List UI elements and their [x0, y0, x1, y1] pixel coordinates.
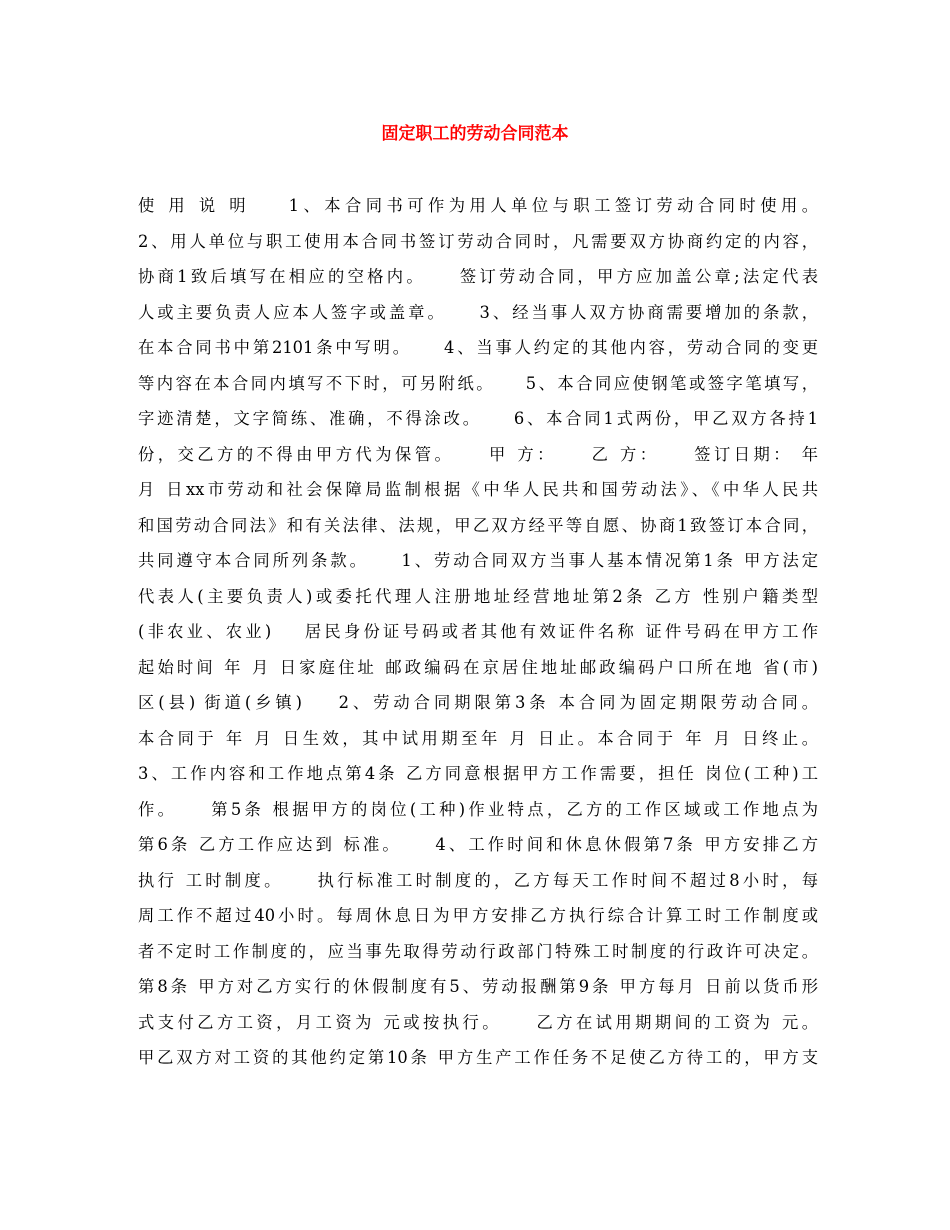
document-line: 第6条 乙方工作应达到 标准。 4、工作时间和休息休假第7条 甲方安排乙方	[138, 835, 818, 854]
document-line: 执行 工时制度。 执行标准工时制度的，乙方每天工作时间不超过8小时，每	[138, 870, 818, 890]
document-line: 等内容在本合同内填写不下时，可另附纸。 5、本合同应使钢笔或签字笔填写，	[138, 373, 818, 393]
document-line: 字迹清楚，文字简练、准确，不得涂改。 6、本合同1式两份，甲乙双方各持1	[138, 409, 818, 428]
document-line: 和国劳动合同法》和有关法律、法规，甲乙双方经平等自愿、协商1致签订本合同，	[138, 515, 818, 535]
document-line: 代表人(主要负责人)或委托代理人注册地址经营地址第2条 乙方 性别户籍类型	[138, 586, 818, 606]
document-line: 协商1致后填写在相应的空格内。 签订劳动合同，甲方应加盖公章;法定代表	[138, 267, 818, 286]
document-line: 使 用 说 明 1、本合同书可作为用人单位与职工签订劳动合同时使用。	[138, 196, 818, 215]
document-line: 月 日xx市劳动和社会保障局监制根据《中华人民共和国劳动法》、《中华人民共	[138, 480, 818, 499]
document-line: 本合同于 年 月 日生效，其中试用期至年 月 日止。本合同于 年 月 日终止。	[138, 728, 818, 748]
document-line: 作。 第5条 根据甲方的岗位(工种)作业特点，乙方的工作区域或工作地点为	[138, 799, 818, 819]
document-line: 人或主要负责人应本人签字或盖章。 3、经当事人双方协商需要增加的条款，	[138, 302, 818, 322]
document-line: 份，交乙方的不得由甲方代为保管。 甲 方： 乙 方： 签订日期： 年	[138, 444, 818, 464]
document-title: 固定职工的劳动合同范本	[381, 124, 569, 144]
document-line: 在本合同书中第2101条中写明。 4、当事人约定的其他内容，劳动合同的变更	[138, 338, 818, 357]
document-line: 者不定时工作制度的，应当事先取得劳动行政部门特殊工时制度的行政许可决定。	[138, 941, 818, 961]
document-body	[138, 188, 818, 1076]
document-line: 起始时间 年 月 日家庭住址 邮政编码在京居住地址邮政编码户口所在地 省(市)	[138, 657, 818, 677]
document-line: 3、工作内容和工作地点第4条 乙方同意根据甲方工作需要，担任 岗位(工种)工	[138, 764, 818, 783]
document-line: (非农业、农业) 居民身份证号码或者其他有效证件名称 证件号码在甲方工作	[138, 622, 818, 641]
document-line: 区(县) 街道(乡镇) 2、劳动合同期限第3条 本合同为固定期限劳动合同。	[138, 693, 818, 712]
document-line: 周工作不超过40小时。每周休息日为甲方安排乙方执行综合计算工时工作制度或	[138, 906, 818, 925]
document-line: 共同遵守本合同所列条款。 1、劳动合同双方当事人基本情况第1条 甲方法定	[138, 551, 818, 570]
document-line: 第8条 甲方对乙方实行的休假制度有5、劳动报酬第9条 甲方每月 日前以货币形	[138, 977, 818, 996]
document-line: 式支付乙方工资，月工资为 元或按执行。 乙方在试用期期间的工资为 元。	[138, 1012, 818, 1032]
document-line: 甲乙双方对工资的其他约定第10条 甲方生产工作任务不足使乙方待工的，甲方支	[138, 1048, 818, 1067]
document-line: 2、用人单位与职工使用本合同书签订劳动合同时，凡需要双方协商约定的内容，	[138, 231, 818, 251]
